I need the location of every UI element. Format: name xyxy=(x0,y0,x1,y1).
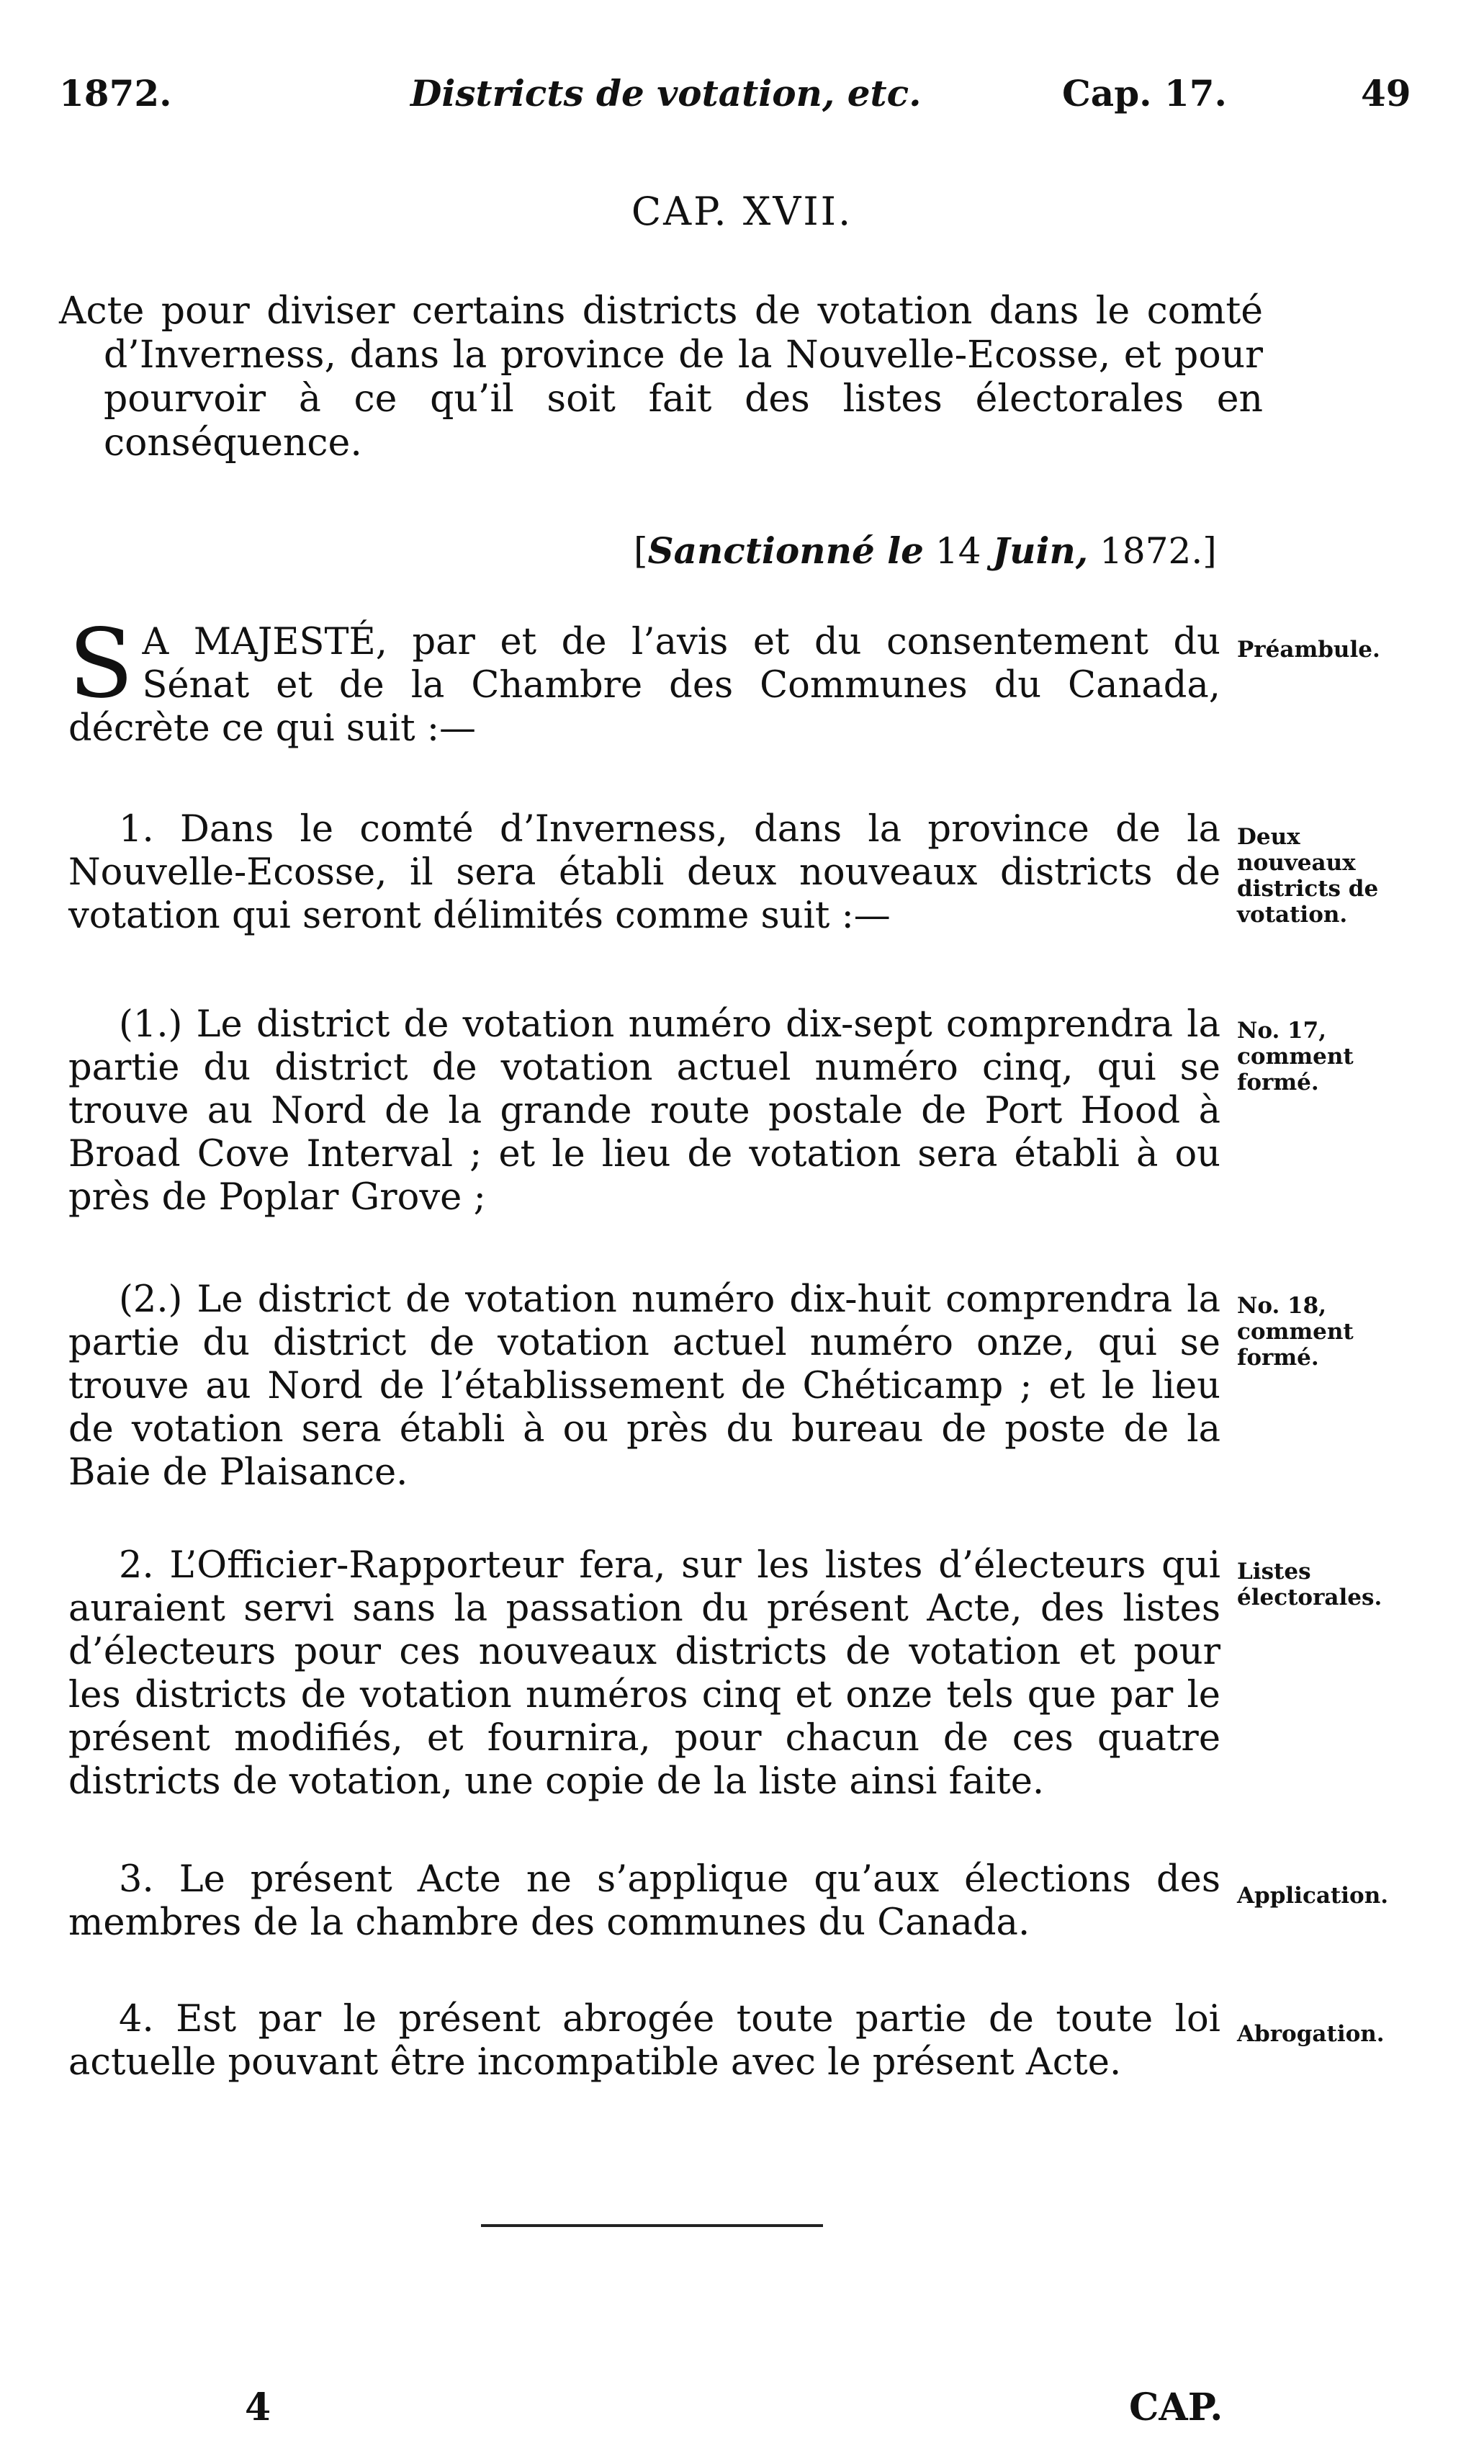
subsection-1: (1.) Le district de votation numéro dix-sept comprendra la partie du district de votation actuel numéro cinq, qui se trouve au Nord de la grande route postale de Port Hood à Broad Cove Interval ; et le lieu de votation sera établi à ou près de Poplar Grove ; xyxy=(68,1003,1220,1219)
margin-note-section-4: Abrogation. xyxy=(1237,2021,1385,2047)
drop-cap: S xyxy=(68,609,134,720)
sanction-date: [Sanctionné le 14 Juin, 1872.] xyxy=(634,529,1217,572)
margin-note-section-3: Application. xyxy=(1237,1883,1389,1909)
preamble xyxy=(68,609,1220,751)
chapter-heading: CAP. XVII. xyxy=(631,189,853,234)
header-chapter: Cap. 17. xyxy=(1062,72,1227,115)
signature-mark: 4 xyxy=(245,2385,271,2429)
subsection-2: (2.) Le district de votation numéro dix-huit comprendra la partie du district de votation actuel numéro onze, qui se trouve au Nord de l’établissement de Chéticamp ; et le lieu de votation sera établi à ou près du bureau de poste de la Baie de Plaisance. xyxy=(68,1278,1220,1494)
margin-note-subsection-2: No. 18, comment formé. xyxy=(1237,1293,1354,1371)
margin-note-section-1: Deux nouveaux districts de votation. xyxy=(1237,824,1379,928)
running-header xyxy=(0,72,1484,122)
act-title: Acte pour diviser certains districts de votation dans le comté d’Inverness, dans la province de la Nouvelle-Ecosse, et pour pourvoir à ce qu’il soit fait des listes électorales en conséquence. xyxy=(59,290,1263,465)
section-1: 1. Dans le comté d’Inverness, dans la province de la Nouvelle-Ecosse, il sera établi deux nouveaux districts de votation qui seront délimités comme suit :— xyxy=(68,808,1220,937)
header-title: Districts de votation, etc. xyxy=(410,72,922,115)
page-number: 49 xyxy=(1361,72,1411,115)
section-2: 2. L’Officier-Rapporteur fera, sur les listes d’électeurs qui auraient servi sans la passation du présent Acte, des listes d’électeurs pour ces nouveaux districts de votation et pour les districts de votation numéros cinq et onze tels que par le présent modifiés, et fournira, pour chacun de ces quatre districts de votation, une copie de la liste ainsi faite. xyxy=(68,1544,1220,1803)
catchword: CAP. xyxy=(1129,2385,1223,2429)
header-year: 1872. xyxy=(59,72,172,115)
section-4: 4. Est par le présent abrogée toute partie de toute loi actuelle pouvant être incompatible avec le présent Acte. xyxy=(68,1998,1220,2084)
margin-note-preamble: Préambule. xyxy=(1237,637,1380,663)
margin-note-subsection-1: No. 17, comment formé. xyxy=(1237,1018,1354,1096)
end-rule xyxy=(481,2224,823,2227)
section-3: 3. Le présent Acte ne s’applique qu’aux élections des membres de la chambre des communes du Canada. xyxy=(68,1858,1220,1944)
preamble-text: A MAJESTÉ, par et de l’avis et du consentement du Sénat et de la Chambre des Communes du Canada, décrète ce qui suit :— xyxy=(68,621,1220,750)
margin-note-section-2: Listes électorales. xyxy=(1237,1559,1382,1610)
